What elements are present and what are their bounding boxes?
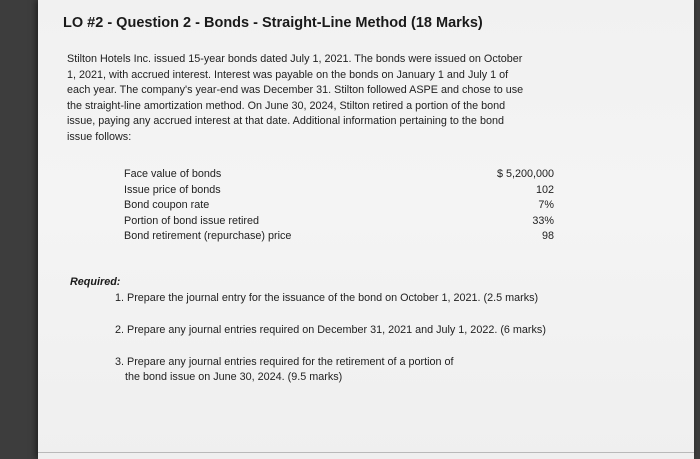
requirement-line: 1. Prepare the journal entry for the issuance of the bond on October 1, 2021. (2.5 marks) [115, 292, 539, 304]
info-label: Portion of bond issue retired [124, 214, 260, 227]
paragraph-line: each year. The company's year-end was December 31. Stilton followed ASPE and chose to use [67, 84, 524, 97]
requirement-line: 2. Prepare any journal entries required on December 31, 2021 and July 1, 2022. (6 marks) [115, 324, 546, 336]
paragraph-line: Stilton Hotels Inc. issued 15-year bonds dated July 1, 2021. The bonds were issued on October [67, 53, 523, 65]
requirement-line: the bond issue on June 30, 2024. (9.5 marks) [125, 371, 343, 384]
requirement-item [115, 323, 546, 338]
document-page [38, 0, 694, 459]
page-divider [38, 452, 694, 453]
bond-info-table [124, 167, 554, 245]
info-label: Bond retirement (repurchase) price [124, 230, 292, 243]
info-value: $ 5,200,000 [496, 168, 554, 180]
paragraph-line: the straight-line amortization method. On June 30, 2024, Stilton retired a portion of the bond [67, 99, 506, 112]
info-row-retirement-price [124, 229, 554, 245]
question-title: LO #2 - Question 2 - Bonds - Straight-Line Method (18 Marks) [63, 15, 483, 31]
info-value: 102 [535, 183, 554, 196]
info-label: Face value of bonds [124, 168, 222, 180]
info-row-issue-price [124, 183, 554, 199]
required-heading: Required: [70, 276, 121, 288]
requirement-line: 3. Prepare any journal entries required for the retirement of a portion of [115, 356, 454, 368]
paragraph-line: issue, paying any accrued interest at that date. Additional information pertaining to the bond [67, 115, 504, 128]
requirement-item [115, 291, 538, 306]
paragraph-line: 1, 2021, with accrued interest. Interest was payable on the bonds on January 1 and July 1 of [67, 68, 509, 81]
info-label: Issue price of bonds [124, 183, 221, 196]
info-row-coupon-rate [124, 198, 554, 214]
info-row-portion-retired [124, 214, 554, 230]
requirement-item [115, 355, 454, 386]
paragraph-line: issue follows: [67, 130, 132, 143]
info-value: 98 [541, 230, 554, 243]
problem-paragraph [67, 52, 547, 146]
info-label: Bond coupon rate [124, 199, 210, 212]
info-row-face-value [124, 167, 554, 183]
info-value: 7% [538, 199, 554, 212]
info-value: 33% [532, 214, 554, 227]
